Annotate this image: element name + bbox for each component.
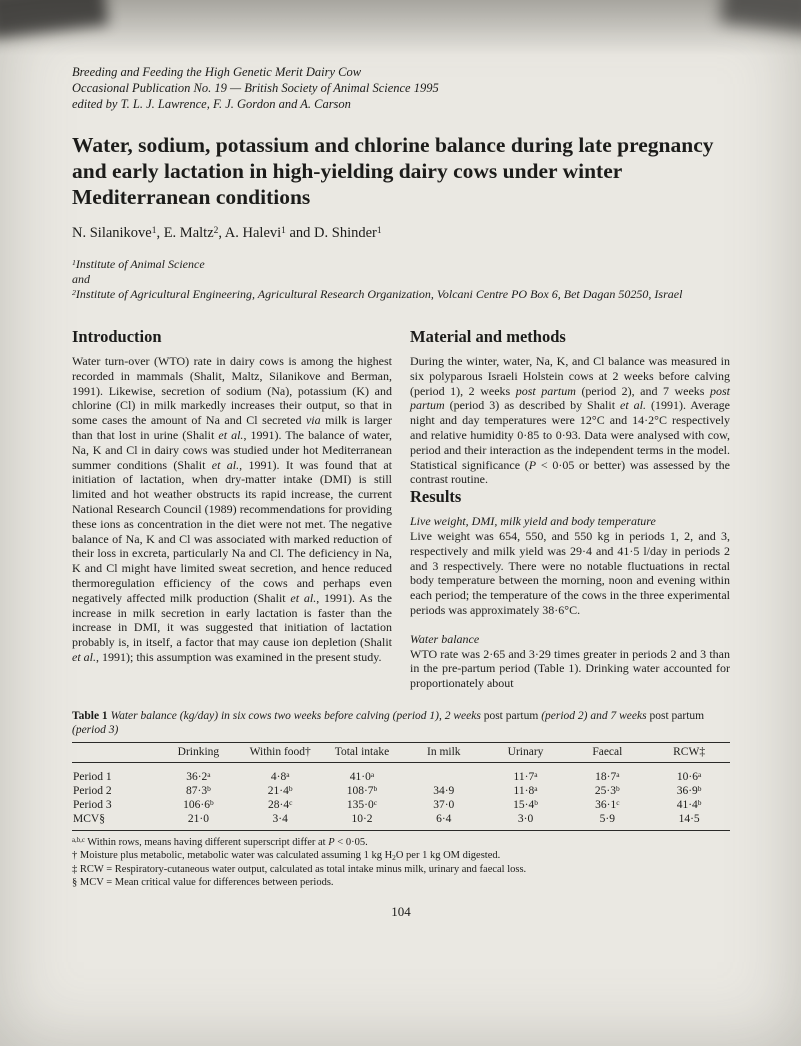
table-row-label: MCV§ xyxy=(72,812,158,831)
left-column xyxy=(72,327,392,691)
two-column-body xyxy=(72,327,730,691)
table-body xyxy=(72,762,730,830)
table-cell: $28\cdot 4^c$ xyxy=(267,797,293,811)
scan-corner-shadow-left xyxy=(0,0,108,39)
affiliations-block xyxy=(72,257,730,302)
table-cell: 21·0 xyxy=(158,812,240,831)
table-cell: 10·2 xyxy=(321,812,403,831)
table-column-header: RCW‡ xyxy=(673,745,706,758)
table-caption-label: Table 1 xyxy=(72,709,108,722)
scan-top-shade xyxy=(0,0,801,56)
table-cell: $41\cdot 0^a$ xyxy=(349,769,375,783)
table-column-header xyxy=(72,742,158,762)
scan-corner-shadow-right xyxy=(720,0,801,34)
water-balance-table xyxy=(72,742,730,831)
right-column xyxy=(410,327,730,691)
table-cell: 37·0 xyxy=(433,798,455,811)
footnote: $^{a,b,c}$ Within rows, means having different superscript differ at P < 0·05. xyxy=(72,836,368,848)
table-cell: 5·9 xyxy=(566,812,648,831)
page-content xyxy=(72,64,730,920)
table-row xyxy=(72,798,730,812)
table-cell xyxy=(403,762,485,784)
publication-title-line: Breeding and Feeding the High Genetic Merit Dairy Cow xyxy=(72,65,362,79)
affiliation-line: $^1$Institute of Animal Science xyxy=(72,257,205,271)
page-number: 104 xyxy=(391,903,411,919)
table-cell: $106\cdot 6^b$ xyxy=(183,797,214,811)
footnote: ‡ RCW = Respiratory-cutaneous water output, calculated as total intake minus milk, urinary and faecal loss. xyxy=(72,863,527,875)
table-cell: $36\cdot 1^c$ xyxy=(595,797,620,811)
table-cell: $21\cdot 4^b$ xyxy=(267,783,293,797)
methods-heading: Material and methods xyxy=(410,327,566,346)
affiliation-line: and xyxy=(72,272,90,286)
table-cell: $18\cdot 7^a$ xyxy=(595,769,620,783)
table-header-row xyxy=(72,742,730,762)
results-water-balance-paragraph: WTO rate was 2·65 and 3·29 times greater in periods 2 and 3 than in the pre-partum period (Table 1). Drinking water accounted for proportionately about xyxy=(410,646,730,691)
results-liveweight-paragraph: Live weight was 654, 550, and 550 kg in periods 1, 2, and 3, respectively and milk yield was 29·4 and 41·5 l/day in periods 2 and 3 respectively. There were no notable fluctuations in rectal body temperature between the morning, noon and evening within each period; the temperature of the cows in the three experimental periods was approximately 38·6°C. xyxy=(410,528,730,617)
table-cell: $41\cdot 4^b$ xyxy=(676,797,702,811)
table-cell: $10\cdot 6^a$ xyxy=(676,769,702,783)
table-cell: 3·4 xyxy=(239,812,321,831)
table-cell: $15\cdot 4^b$ xyxy=(513,797,538,811)
table-row xyxy=(72,762,730,784)
table-1 xyxy=(72,709,730,890)
table-cell: $36\cdot 9^b$ xyxy=(676,783,702,797)
methods-paragraph: During the winter, water, Na, K, and Cl balance was measured in six polyparous Israeli Holstein cows at 2 weeks before calving (period 1), 2 weeks post partum (period 2), and 7 weeks post partum (period 3) as described by Shalit et al. (1991). Average night and day temperatures were 12°C and 14·2°C respectively and relative humidity 0·85 to 0·93. Data were analysed with cow, period and their interaction as the independent terms in the model. Statistical significance (P < 0·05 or better) was assessed by the contrast routine. xyxy=(410,354,731,487)
table-column-header: Drinking xyxy=(177,745,220,758)
table-column-header: Urinary xyxy=(507,745,544,758)
footnote: § MCV = Mean critical value for differences between periods. xyxy=(72,877,334,889)
table-row-label: Period 1 xyxy=(73,770,112,783)
table-caption-text: Water balance (kg/day) in six cows two weeks before calving (period 1), 2 weeks post partum (period 2) and 7 weeks post partum (period 3) xyxy=(72,709,705,736)
table-cell: 14·5 xyxy=(648,812,730,831)
results-subheading-liveweight: Live weight, DMI, milk yield and body temperature xyxy=(410,514,656,529)
table-caption xyxy=(72,709,730,737)
table-row-label: Period 3 xyxy=(73,798,112,811)
table-cell: 34·9 xyxy=(433,784,455,797)
table-footnotes xyxy=(72,836,730,890)
table-column-header: In milk xyxy=(426,745,461,758)
table-cell: 3·0 xyxy=(485,812,567,831)
publication-editors-line: edited by T. L. J. Lawrence, F. J. Gordon and A. Carson xyxy=(72,97,351,111)
results-heading: Results xyxy=(410,487,462,507)
table-column-header: Total intake xyxy=(334,745,390,758)
table-cell: $108\cdot 7^b$ xyxy=(346,783,378,797)
results-subheading-water-balance: Water balance xyxy=(410,631,480,646)
publication-series-line: Occasional Publication No. 19 — British Society of Animal Science 1995 xyxy=(72,81,439,95)
table-cell: $11\cdot 8^a$ xyxy=(513,783,538,797)
article-title: Water, sodium, potassium and chlorine balance during late pregnancy and early lactation in high-yielding dairy cows under winter Mediterranean conditions xyxy=(72,133,714,209)
table-cell: $4\cdot 8^a$ xyxy=(270,769,290,783)
table-column-header: Faecal xyxy=(592,745,623,758)
affiliation-line: $^2$Institute of Agricultural Engineering, Agricultural Research Organization, Volcani Centre PO Box 6, Bet Dagan 50250, Israel xyxy=(72,287,683,301)
footnote: † Moisture plus metabolic, metabolic water was calculated assuming 1 kg $H_2O$ per 1 kg OM digested. xyxy=(72,850,501,863)
table-column-header: Within food† xyxy=(249,745,311,758)
publication-header xyxy=(72,64,730,112)
table-row xyxy=(72,812,730,831)
table-row xyxy=(72,784,730,798)
introduction-paragraph: Water turn-over (WTO) rate in dairy cows is among the highest recorded in mammals (Shalit, Maltz, Silanikove and Berman, 1991). Likewise, secretion of sodium (Na), potassium (K) and chlorine (Cl) in milk markedly increases their output, so that in some cases the amount of Na and Cl secreted via milk is larger than that lost in urine (Shalit et al., 1991). The balance of water, Na, K and Cl in dairy cows was studied under hot Mediterranean summer conditions (Shalit et al., 1991). It was found that at initiation of lactation, when dry-matter intake (DMI) is still limited and hot weather obstructs its rapid increase, the current National Research Council (1989) recommendations for providing these ions as concentration in the diet were not met. The negative balance of Na, K and Cl was associated with marked reduction of their loss in excreta, particularly Na and Cl. The deficiency in Na, K and Cl might have limited sweat secretion, and hence reduced thermoregulation efficiency of the cows and perhaps even negatively affected milk production (Shalit et al., 1991). As the increase in milk secretion in early lactation is faster than the increase in DMI, it was suggested that initiation of lactation probably is, in itself, a factor that may cause ion depletion (Shalit et al., 1991); this assumption was examined in the present study. xyxy=(72,354,393,664)
introduction-heading: Introduction xyxy=(72,327,162,346)
table-cell: $135\cdot 0^c$ xyxy=(346,797,378,811)
table-cell: 6·4 xyxy=(403,812,485,831)
table-row-label: Period 2 xyxy=(73,784,112,797)
table-cell: $25\cdot 3^b$ xyxy=(594,783,620,797)
table-cell: $11\cdot 7^a$ xyxy=(513,769,538,783)
table-cell: $36\cdot 2^a$ xyxy=(186,769,211,783)
table-cell: $87\cdot 3^b$ xyxy=(186,783,211,797)
authors-line: N. Silanikove$^1$, E. Maltz$^2$, A. Halevi$^1$ and D. Shinder$^1$ xyxy=(72,225,382,241)
